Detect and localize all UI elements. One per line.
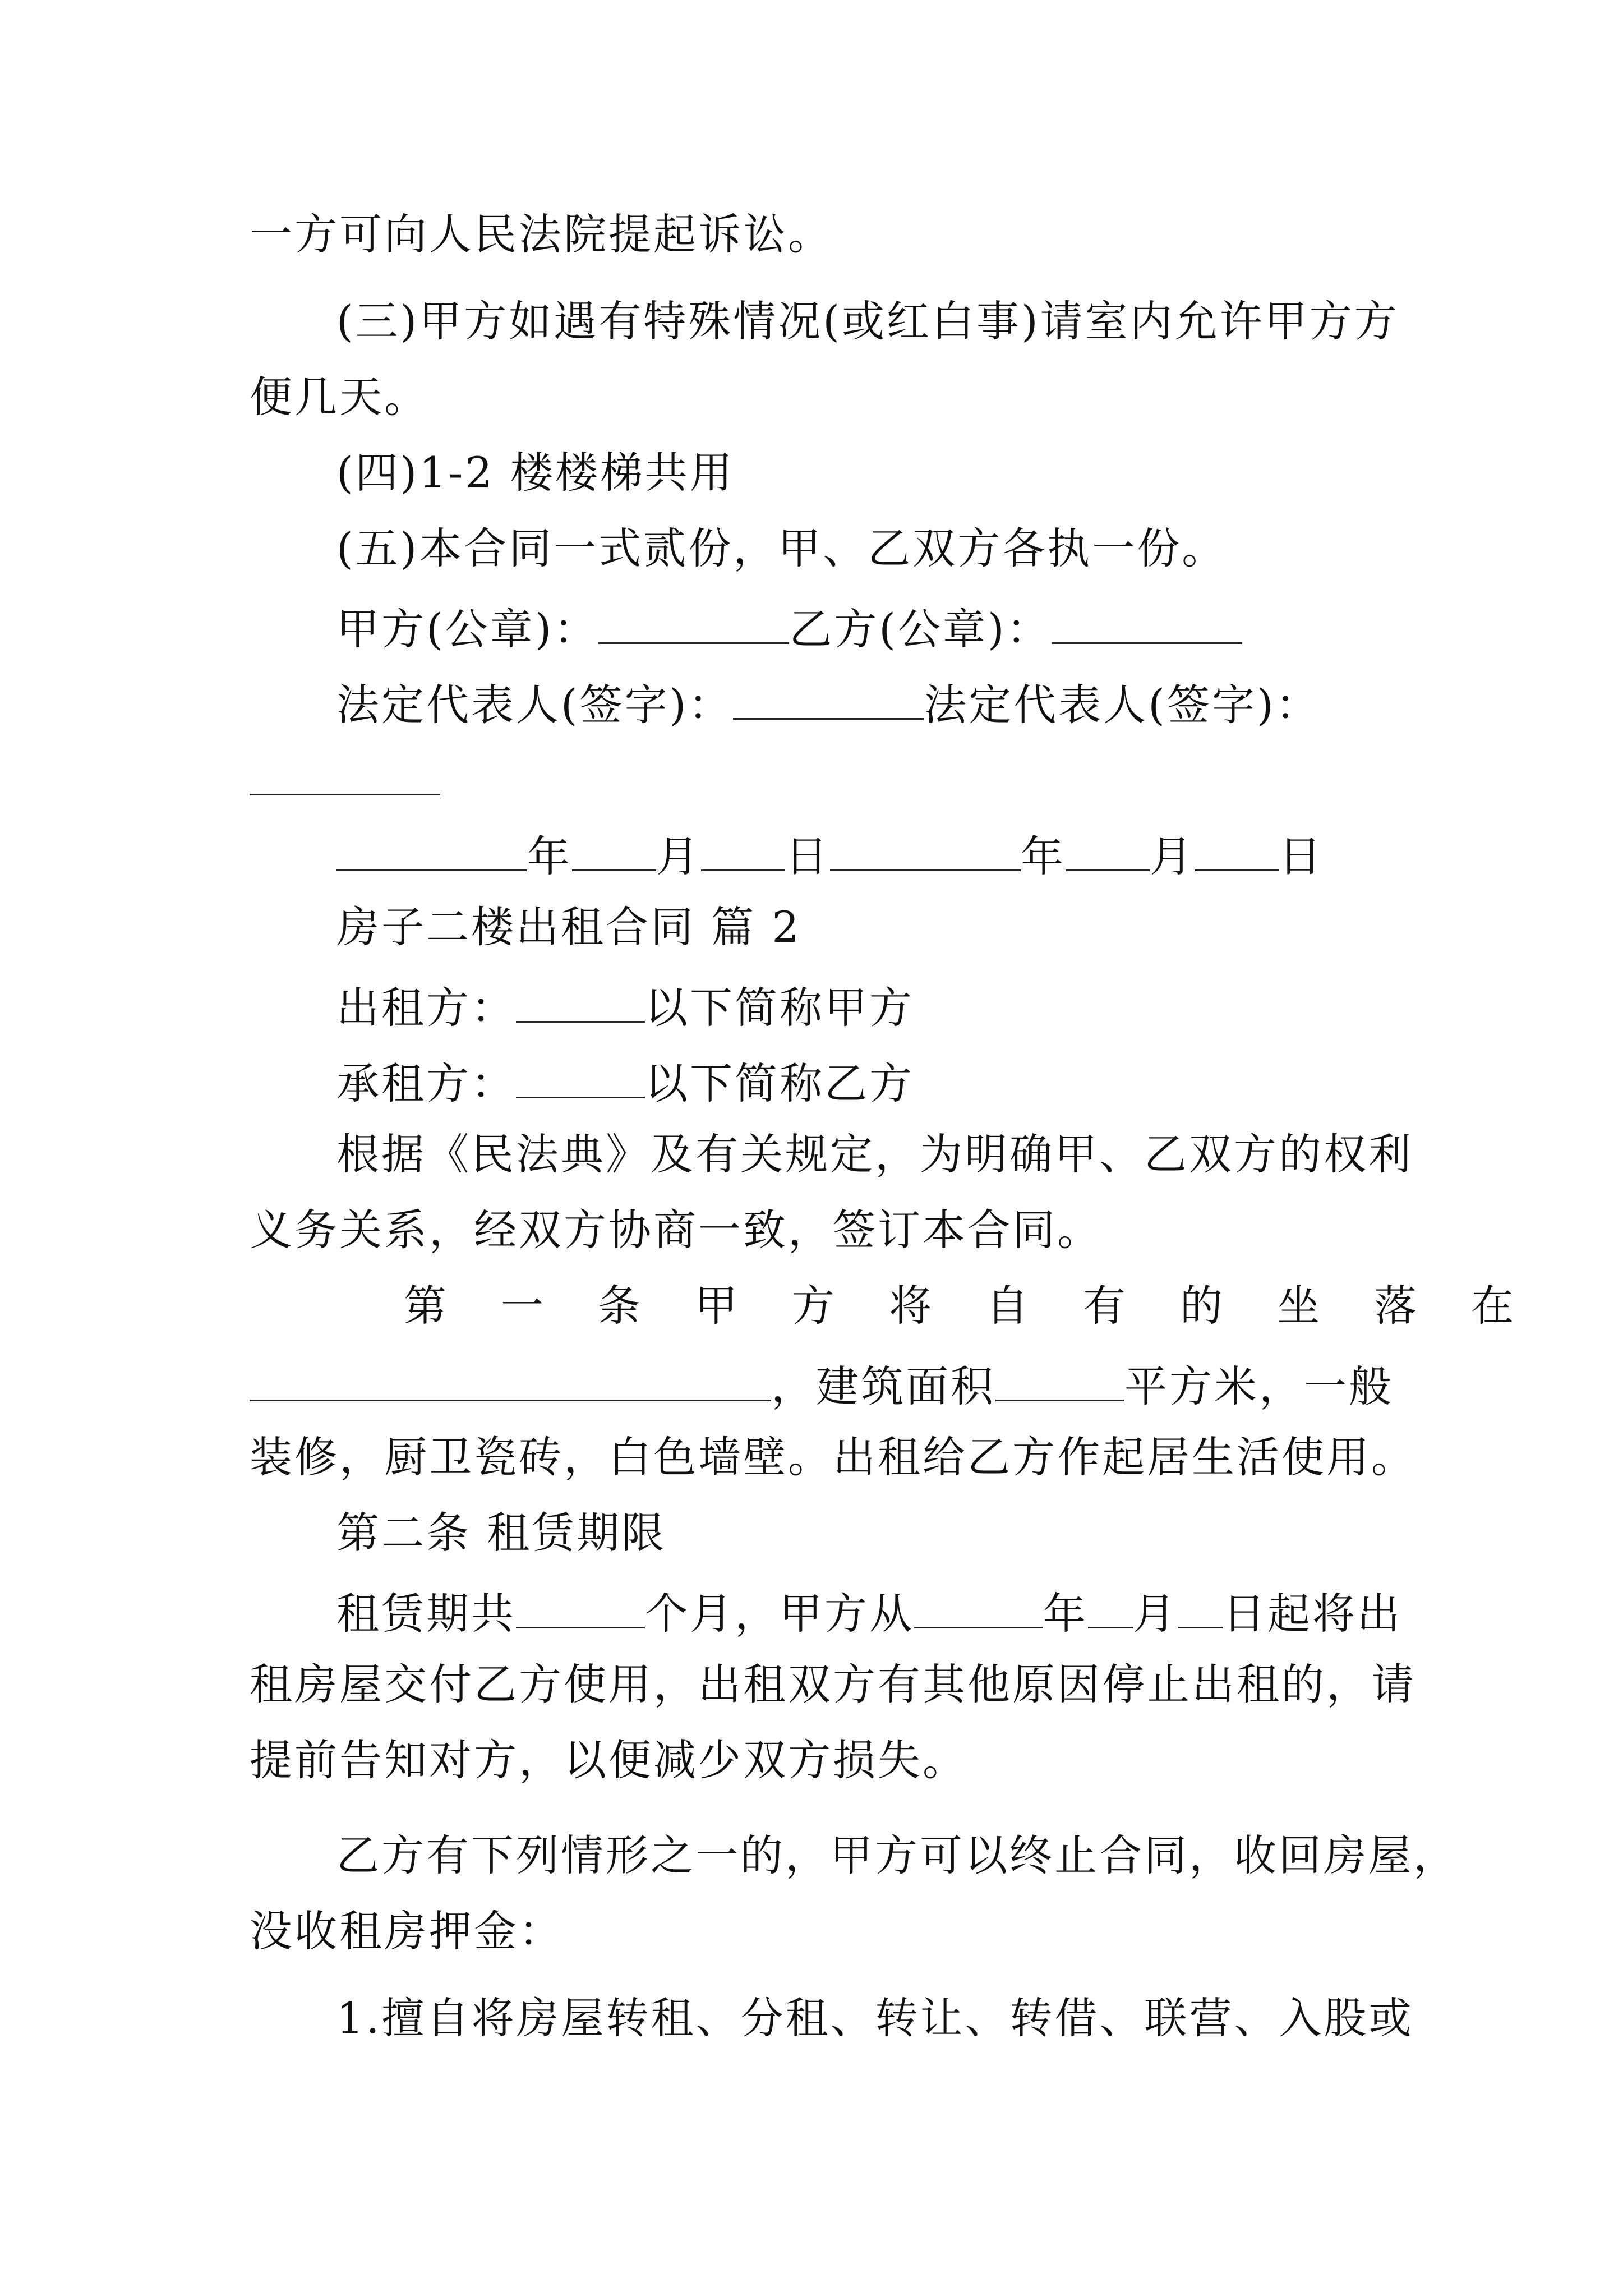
term-text: 个月，甲方从 [645,1589,914,1639]
location-line [250,1360,1394,1411]
term-label: 租赁期共 [336,1589,516,1639]
lessee-line [336,1057,914,1108]
year-label: 年 [1021,831,1066,881]
lessor-note: 以下简称甲方 [645,983,914,1033]
lessee-note: 以下简称乙方 [645,1059,914,1108]
year-label: 年 [527,831,572,881]
signature-line [336,679,1321,730]
text-line: 1.擅自将房屋转租、分租、转让、转借、联营、入股或 [336,1993,1414,2043]
year-label: 年 [1043,1589,1088,1639]
spread-char: 的 [1180,1281,1225,1331]
month-label: 月 [1133,1589,1178,1639]
month-blank [1066,830,1150,871]
text-line: 便几天。 [250,372,429,422]
party-a-seal-blank [598,603,789,644]
party-b-rep-blank [250,754,440,795]
text-line: 一方可向人民法院提起诉讼。 [250,209,833,259]
spread-char: 一 [501,1281,546,1331]
text-line: 租房屋交付乙方使用，出租双方有其他原因停止出租的，请 [250,1659,1416,1709]
area-unit: 平方米，一般 [1124,1361,1394,1411]
spread-char: 在 [1471,1281,1516,1331]
text-line: 义务关系，经双方协商一致，签订本合同。 [250,1205,1102,1255]
months-blank [516,1588,645,1628]
text-line: (三)甲方如遇有特殊情况(或红白事)请室内允许甲方方 [336,296,1399,346]
text-line: 乙方有下列情形之一的，甲方可以终止合同，收回房屋， [336,1830,1458,1880]
text-line: 装修，厨卫瓷砖，白色墙壁。出租给乙方作起居生活使用。 [250,1432,1416,1482]
lessor-label: 出租方： [336,983,516,1033]
area-blank [995,1360,1124,1401]
day-label: 日 [1279,831,1324,881]
lessee-label: 承租方： [336,1059,516,1108]
lessee-blank [516,1057,645,1098]
month-label: 月 [656,831,701,881]
text-line: 根据《民法典》及有关规定，为明确甲、乙双方的权利 [336,1129,1413,1179]
start-month-blank [1088,1588,1133,1628]
spread-char: 落 [1374,1281,1419,1331]
day-blank [1195,830,1279,871]
party-a-seal-label: 甲方(公章)： [336,604,599,654]
text-line: (四)1-2 楼楼梯共用 [336,448,735,498]
section-heading: 房子二楼出租合同 篇 2 [336,902,801,952]
area-label: ，建筑面积 [771,1361,995,1411]
text-line: (五)本合同一式贰份，甲、乙双方各执一份。 [336,523,1227,573]
location-blank [250,1360,771,1401]
spread-char: 方 [792,1281,837,1331]
spread-char: 坐 [1277,1281,1322,1331]
day-blank [701,830,785,871]
party-b-rep-label: 法定代表人(签字)： [924,680,1321,730]
signature-blank-line [250,754,440,802]
lease-term-line [336,1588,1402,1639]
date-line [336,830,1324,881]
year-blank [830,830,1021,871]
article-one-spread-line [404,1281,1516,1331]
party-b-seal-label: 乙方(公章)： [789,604,1052,654]
start-day-blank [1178,1588,1223,1628]
text-line: 提前告知对方，以便减少双方损失。 [250,1735,967,1785]
spread-char: 甲 [695,1281,740,1331]
party-a-rep-label: 法定代表人(签字)： [336,680,734,730]
spread-char: 条 [598,1281,643,1331]
month-blank [572,830,656,871]
start-year-blank [914,1588,1043,1628]
day-label: 日 [785,831,830,881]
year-blank [336,830,527,871]
article-heading: 第二条 租赁期限 [336,1508,667,1558]
text-line: 没收租房押金： [250,1906,564,1956]
spread-char: 将 [889,1281,934,1331]
term-text-end: 日起将出 [1223,1589,1402,1639]
lessor-blank [516,982,645,1023]
spread-char: 有 [1083,1281,1128,1331]
spread-char: 自 [986,1281,1031,1331]
month-label: 月 [1150,831,1195,881]
lessor-line [336,982,914,1033]
seal-line [336,603,1242,654]
party-a-rep-blank [733,679,924,720]
party-b-seal-blank [1052,603,1242,644]
spread-char: 第 [404,1281,449,1331]
